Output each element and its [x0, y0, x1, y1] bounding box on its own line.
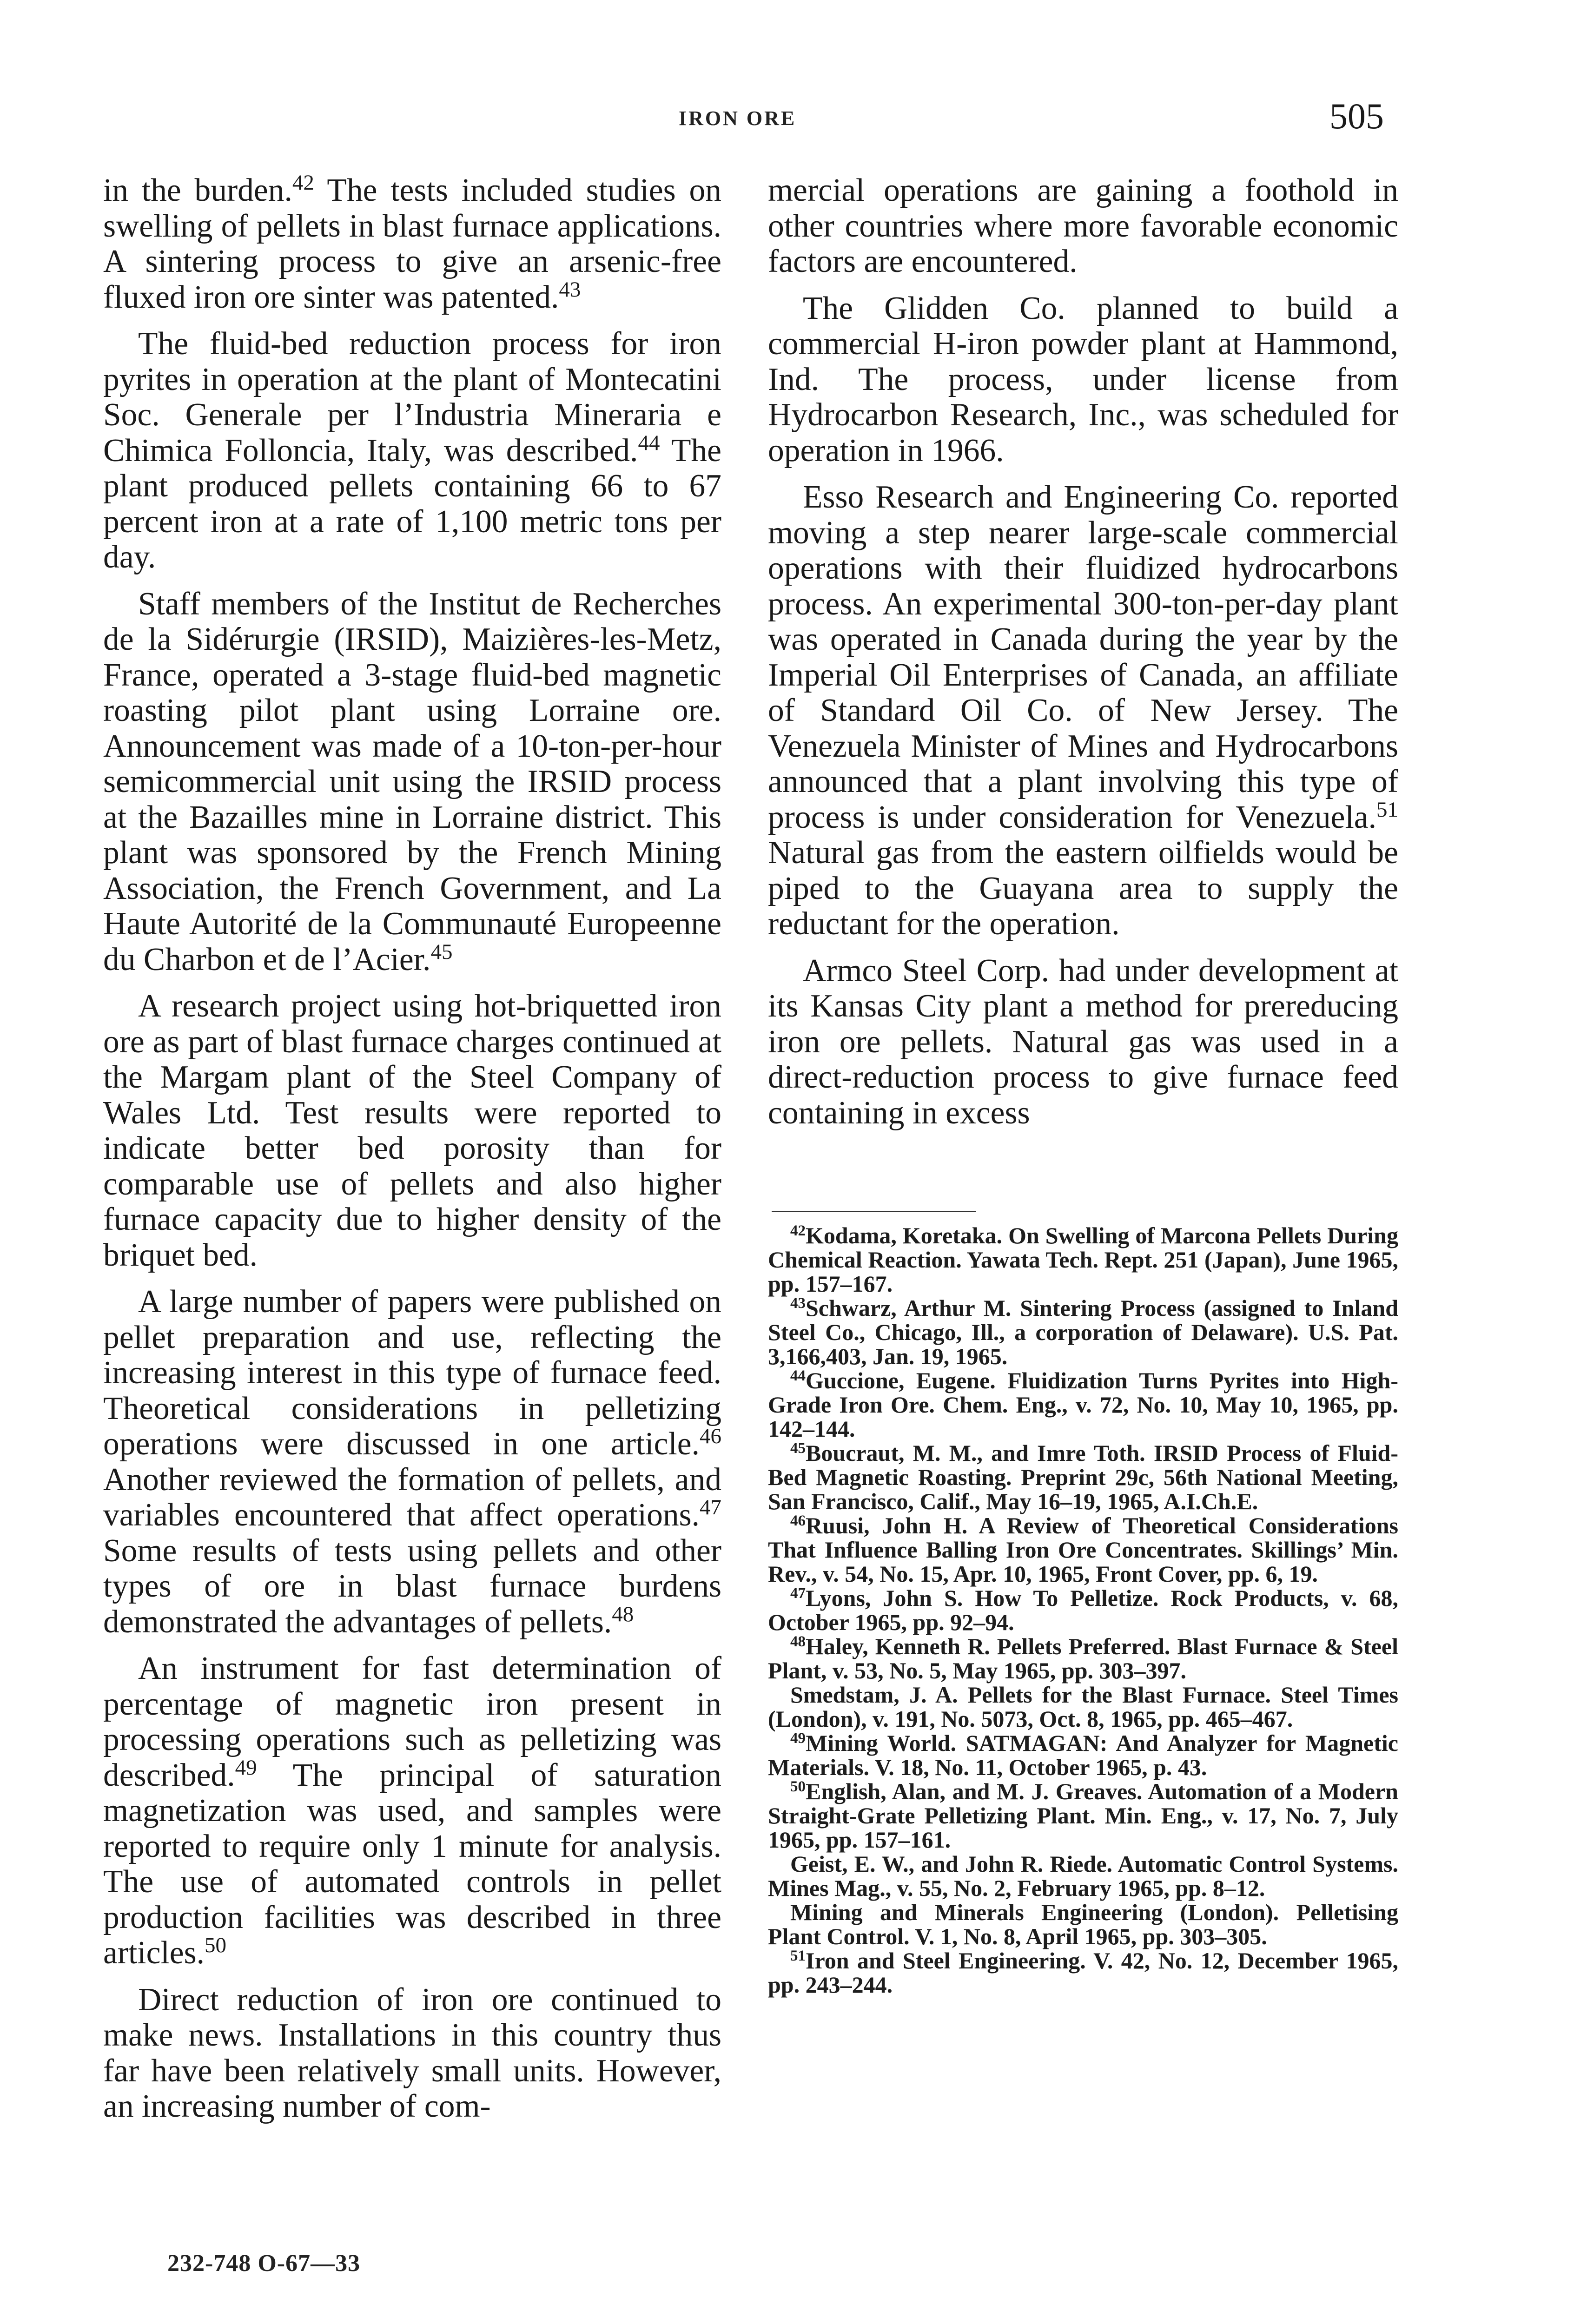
page-number: 505 — [1329, 96, 1384, 136]
footnote: $^{43}$Schwarz, Arthur M. Sintering Process (assigned to Inland Steel Co., Chicago, Ill., a corporation of Delaware). U.S. Pat. 3,166,403, Jan. 19, 1965. — [768, 1295, 1398, 1369]
running-head: IRON ORE — [679, 107, 797, 130]
footnote-ref: 48 — [612, 1602, 634, 1626]
paragraph: Esso Research and Engineering Co. reported moving a step nearer large-scale commercial operations with their fluidized hydrocarbons process. An experimental 300-ton-per-day plant was operated in Canada during the year by the Imperial Oil Enterprises of Canada, an affiliate of Standard Oil Co. of New Jersey. The Venezuela Minister of Mines and Hydrocarbons announced that a plant involving this type of process is under consideration for Venezuela.$^{51}$ Natural gas from the eastern oilfields would be piped to the Guayana area to supply the reductant for the operation. — [768, 479, 1398, 942]
paragraph: An instrument for fast determination of percentage of magnetic iron present in processing operations such as pelletizing was described.$^{49}$ The principal of saturation magnetization was used, and samples were reported to require only 1 minute for analysis. The use of automated controls in pellet production facilities was described in three articles.$^{50}$ — [103, 1651, 721, 1971]
left-column — [103, 173, 721, 2136]
footnote: Smedstam, J. A. Pellets for the Blast Furnace. Steel Times (London), v. 191, No. 5073, Oct. 8, 1965, pp. 465–467. — [768, 1682, 1398, 1732]
footnote-ref: 47 — [700, 1495, 721, 1519]
footnote: $^{45}$Boucraut, M. M., and Imre Toth. IRSID Process of Fluid-Bed Magnetic Roasting. Preprint 29c, 56th National Meeting, San Francisco, Calif., May 16–19, 1965, A.I.Ch.E. — [768, 1440, 1398, 1514]
paragraph: A large number of papers were published on pellet preparation and use, reflecting the increasing interest in this type of furnace feed. Theoretical considerations in pelletizing operations were discussed in one article.$^{46}$ Another reviewed the formation of pellets, and variables encountered that affect operations.$^{47}$ Some results of tests using pellets and other types of ore in blast furnace burdens demonstrated the advantages of pellets.$^{48}$ — [103, 1284, 721, 1640]
footnote-divider — [772, 1211, 976, 1212]
footnote-ref: 42 — [292, 171, 314, 195]
footnote: $^{48}$Haley, Kenneth R. Pellets Preferred. Blast Furnace & Steel Plant, v. 53, No. 5, May 1965, pp. 303–397. — [768, 1633, 1398, 1684]
footnote: $^{42}$Kodama, Koretaka. On Swelling of Marcona Pellets During Chemical Reaction. Yawata Tech. Rept. 251 (Japan), June 1965, pp. 157–167. — [768, 1222, 1398, 1297]
footnote-ref: 51 — [1376, 797, 1398, 822]
footnote-ref: 50 — [205, 1933, 227, 1957]
footnote-ref: 43 — [559, 277, 581, 302]
footnote: $^{50}$English, Alan, and M. J. Greaves. Automation of a Modern Straight-Grate Pelletizing Plant. Min. Eng., v. 17, No. 7, July 1965, pp. 157–161. — [768, 1778, 1398, 1853]
print-code: 232-748 O-67—33 — [167, 2250, 361, 2277]
paragraph: Armco Steel Corp. had under development at its Kansas City plant a method for prereducing iron ore pellets. Natural gas was used in a direct-reduction process to give furnace feed containing in excess — [768, 952, 1398, 1131]
footnote: $^{49}$Mining World. SATMAGAN: And Analyzer for Magnetic Materials. V. 18, No. 11, October 1965, p. 43. — [768, 1730, 1398, 1780]
footnote-ref: 49 — [235, 1755, 257, 1780]
footnote-ref: 44 — [638, 430, 660, 455]
paragraph: Direct reduction of iron ore continued to make news. Installations in this country thus far have been relatively small units. However, an increasing number of com- — [103, 1981, 721, 2124]
footnote-ref: 45 — [430, 939, 453, 964]
footnote: $^{51}$Iron and Steel Engineering. V. 42, No. 12, December 1965, pp. 243–244. — [768, 1948, 1398, 1998]
footnote: Mining and Minerals Engineering (London). Pelletising Plant Control. V. 1, No. 8, April 1965, pp. 303–305. — [768, 1899, 1398, 1949]
footnote: $^{46}$Ruusi, John H. A Review of Theoretical Considerations That Influence Balling Iron Ore Concentrates. Skillings’ Min. Rev., v. 54, No. 15, Apr. 10, 1965, Front Cover, pp. 6, 19. — [768, 1512, 1398, 1587]
paragraph: mercial operations are gaining a foothold in other countries where more favorable economic factors are encountered. — [768, 172, 1398, 279]
paragraph: A research project using hot-briquetted iron ore as part of blast furnace charges continued at the Margam plant of the Steel Company of Wales Ltd. Test results were reported to indicate better bed porosity than for comparable use of pellets and also higher furnace capacity due to higher density of the briquet bed. — [103, 988, 721, 1273]
right-column — [768, 173, 1398, 1142]
footnote: $^{47}$Lyons, John S. How To Pelletize. Rock Products, v. 68, October 1965, pp. 92–94. — [768, 1585, 1398, 1635]
footnote: Geist, E. W., and John R. Riede. Automatic Control Systems. Mines Mag., v. 55, No. 2, February 1965, pp. 8–12. — [768, 1851, 1398, 1901]
paragraph: The Glidden Co. planned to build a commercial H-iron powder plant at Hammond, Ind. The process, under license from Hydrocarbon Research, Inc., was scheduled for operation in 1966. — [768, 290, 1398, 469]
paragraph: in the burden.$^{42}$ The tests included studies on swelling of pellets in blast furnace applications. A sintering process to give an arsenic-free fluxed iron ore sinter was patented.$^{43}$ — [103, 171, 721, 315]
footnote-ref: 46 — [700, 1424, 721, 1448]
footnote: $^{44}$Guccione, Eugene. Fluidization Turns Pyrites into High-Grade Iron Ore. Chem. Eng., v. 72, No. 10, May 10, 1965, pp. 142–144. — [768, 1367, 1398, 1442]
footnotes — [768, 1223, 1398, 1997]
page-header — [0, 95, 1587, 137]
paragraph: The fluid-bed reduction process for iron pyrites in operation at the plant of Montecatini Soc. Generale per l’Industria Mineraria e Chimica Folloncia, Italy, was described.$^{44}$ The plant produced pellets containing 66 to 67 percent iron at a rate of 1,100 metric tons per day. — [103, 326, 722, 575]
paragraph: Staff members of the Institut de Recherches de la Sidérurgie (IRSID), Maizières-les-Metz, France, operated a 3-stage fluid-bed magnetic roasting pilot plant using Lorraine ore. Announcement was made of a 10-ton-per-hour semicommercial unit using the IRSID process at the Bazailles mine in Lorraine district. This plant was sponsored by the French Mining Association, the French Government, and La Haute Autorité de la Communauté Europeenne du Charbon et de l’Acier.$^{45}$ — [103, 586, 721, 977]
